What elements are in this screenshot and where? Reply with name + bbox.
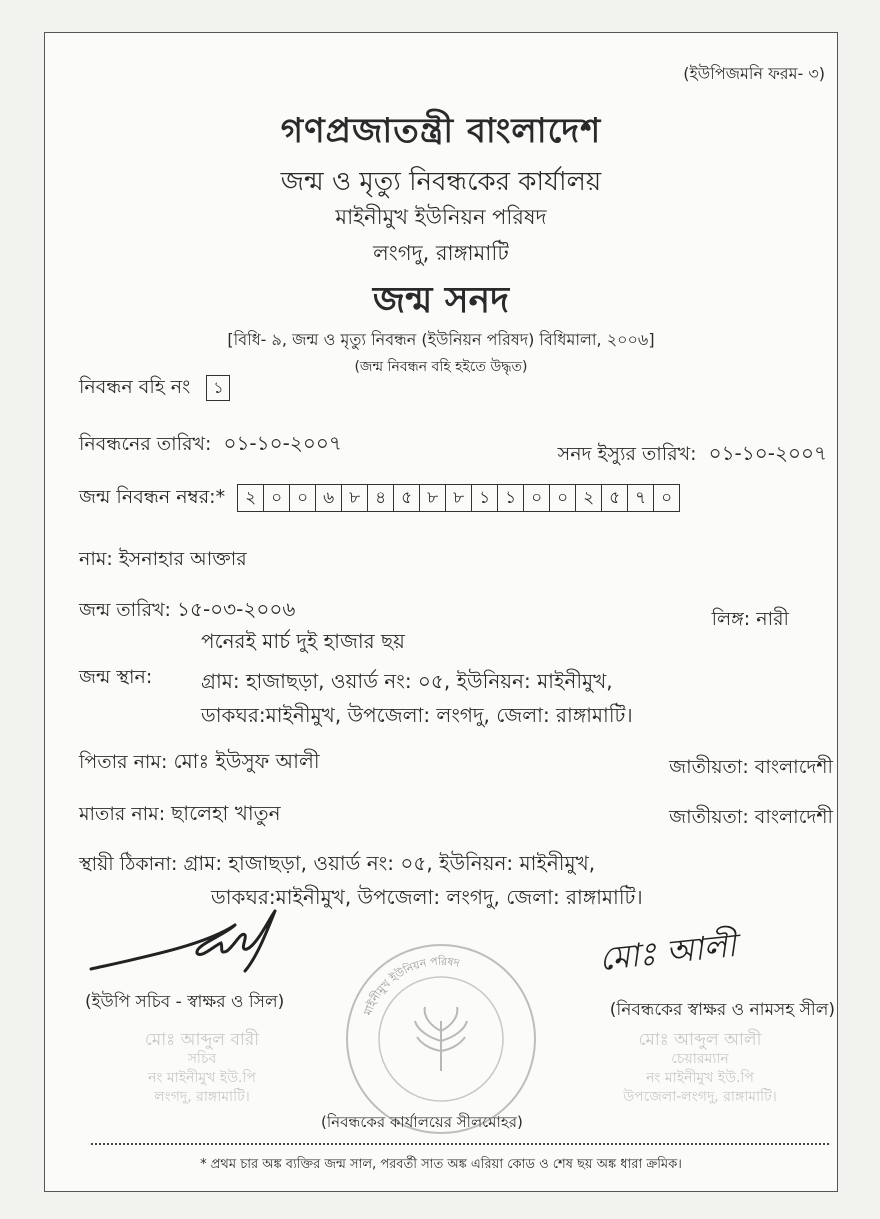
register-book-number: ১ (206, 375, 230, 401)
birthplace-line-2: ডাকঘর:মাইনীমুখ, উপজেলা: লংগদু, জেলা: রাঙ্গামাটি। (201, 703, 633, 727)
name-value: ইসনাহার আক্তার (118, 548, 247, 570)
certificate-title: জন্ম সনদ (372, 280, 510, 321)
registrar-caption: (নিবন্ধকের স্বাক্ষর ও নামসহ সীল) (609, 1000, 835, 1020)
reg-digit-box: ০ (661, 487, 673, 508)
father-label: পিতার নাম: (79, 751, 168, 773)
union-name: মাইনীমুখ ইউনিয়ন পরিষদ (335, 205, 547, 229)
gender-row (712, 605, 789, 637)
form-number: (ইউপিজমনি ফরম- ৩) (683, 64, 825, 83)
seal-ring-text: মাইনীমুখ ইউনিয়ন পরিষদ (361, 954, 461, 1018)
address-line-1: গ্রাম: হাজাছড়া, ওয়ার্ড নং: ০৫, ইউনিয়ন: মাইনীমুখ, (183, 851, 596, 875)
registration-date-label: নিবন্ধনের তারিখ: (79, 433, 212, 455)
reg-digit-box: ০ (290, 485, 316, 511)
mother-name: ছালেহা খাতুন (171, 801, 281, 825)
dob-row (79, 595, 295, 628)
registrar-signature: মোঃ আলী (597, 925, 738, 979)
reg-digit-box: ৪ (368, 485, 394, 511)
reg-digit-box: ২ (238, 485, 264, 511)
reg-digit-box: ০ (550, 485, 576, 511)
reg-digit-box: ০ (524, 485, 550, 511)
mother-label: মাতার নাম: (79, 803, 166, 825)
secretary-signature (85, 905, 285, 975)
reg-digit-box: ৮ (420, 485, 446, 511)
reg-digit-box: ৫ (602, 485, 628, 511)
footer-divider (91, 1143, 829, 1145)
dob-label: জন্ম তারিখ: (79, 599, 171, 621)
registration-date-row (79, 429, 342, 462)
seal-caption: (নিবন্ধকের কার্যালয়ের সীলমোহর) (321, 1113, 523, 1131)
birthplace-label: জন্ম স্থান: (79, 666, 153, 688)
country-title: গণপ্রজাতন্ত্রী বাংলাদেশ (280, 111, 602, 151)
registration-date-value: ০১-১০-২০০৭ (223, 431, 342, 455)
address-label: স্থায়ী ঠিকানা: (79, 853, 178, 875)
gender-label: লিঙ্গ: (711, 608, 751, 630)
reg-digit-box: ৭ (628, 485, 654, 511)
rule-reference: [বিধি- ৯, জন্ম ও মৃত্যু নিবন্ধন (ইউনিয়ন পরিষদ) বিধিমালা, ২০০৬] (227, 330, 655, 349)
place-name: লংগদু, রাঙ্গামাটি (373, 241, 509, 265)
issue-date-value: ০১-১০-২০০৭ (708, 441, 827, 465)
reg-number-boxes (237, 484, 680, 512)
reg-number-label: জন্ম নিবন্ধন নম্বর:* (79, 486, 226, 508)
father-nationality-value: বাংলাদেশী (754, 756, 833, 778)
address-line-2: ডাকঘর:মাইনীমুখ, উপজেলা: লংগদু, জেলা: রাঙ্গামাটি। (211, 885, 643, 909)
chairman-stamp-line-2: চেয়ারম্যান (671, 1051, 729, 1067)
chairman-stamp-line-1: মোঃ আব্দুল আলী (638, 1030, 762, 1050)
seal-emblem-icon (415, 1007, 467, 1071)
register-book-row (79, 373, 230, 405)
mother-nationality-label: জাতীয়তা: (669, 806, 749, 828)
father-row (79, 747, 320, 780)
mother-nationality-row (669, 803, 833, 835)
secretary-caption: (ইউপি সচিব - স্বাক্ষর ও সিল) (85, 992, 285, 1012)
secretary-stamp-line-3: নং মাইনীমুখ ইউ.পি (148, 1070, 256, 1086)
mother-nationality-value: বাংলাদেশী (754, 806, 833, 828)
name-label: নাম: (79, 548, 113, 570)
reg-digit-box: ৮ (342, 485, 368, 511)
address-row (79, 849, 595, 882)
reg-digit-box: ৫ (394, 485, 420, 511)
excerpt-note: (জন্ম নিবন্ধন বহি হইতে উদ্ধৃত) (354, 359, 528, 375)
chairman-stamp-line-3: নং মাইনীমুখ ইউ.পি (646, 1070, 754, 1086)
reg-digit-box: ১ (472, 485, 498, 511)
father-nationality-row (669, 753, 833, 785)
issue-date-label: সনদ ইস্যুর তারিখ: (557, 443, 697, 465)
father-nationality-label: জাতীয়তা: (669, 756, 749, 778)
father-name: মোঃ ইউসুফ আলী (173, 749, 320, 773)
secretary-stamp (67, 1031, 337, 1107)
secretary-stamp-line-2: সচিব (187, 1051, 217, 1067)
name-row (79, 545, 247, 577)
footnote: * প্রথম চার অঙ্ক ব্যক্তির জন্ম সাল, পরবর্তী সাত অঙ্ক এরিয়া কোড ও শেষ ছয় অঙ্ক ধারা ক্রমিক। (200, 1157, 682, 1172)
gender-value: নারী (756, 608, 789, 630)
svg-text:মাইনীমুখ ইউনিয়ন পরিষদ (361, 955, 461, 1018)
dob-value: ১৫-০৩-২০০৬ (177, 597, 296, 621)
issue-date-row (558, 439, 827, 472)
reg-digit-box: ১ (498, 485, 524, 511)
office-title: জন্ম ও মৃত্যু নিবন্ধকের কার্যালয় (280, 167, 602, 197)
register-book-label: নিবন্ধন বহি নং (79, 376, 191, 398)
chairman-stamp-line-4: উপজেলা-লংগদু, রাঙ্গামাটি। (623, 1089, 777, 1105)
reg-digit-box: ৮ (446, 485, 472, 511)
reg-digit-box: ০ (264, 485, 290, 511)
certificate-paper (44, 32, 838, 1192)
reg-number-row (79, 483, 680, 515)
dob-in-words: পনেরই মার্চ দুই হাজার ছয় (201, 629, 405, 653)
secretary-stamp-line-1: মোঃ আব্দুল বারী (144, 1030, 260, 1050)
birthplace-line-1: গ্রাম: হাজাছড়া, ওয়ার্ড নং: ০৫, ইউনিয়ন: মাইনীমুখ, (201, 669, 613, 693)
office-seal (343, 941, 539, 1137)
mother-row (79, 799, 281, 832)
secretary-stamp-line-4: লংগদু, রাঙ্গামাটি। (154, 1089, 250, 1105)
reg-digit-box: ২ (576, 485, 602, 511)
chairman-stamp (575, 1031, 825, 1107)
reg-digit-box: ৬ (316, 485, 342, 511)
